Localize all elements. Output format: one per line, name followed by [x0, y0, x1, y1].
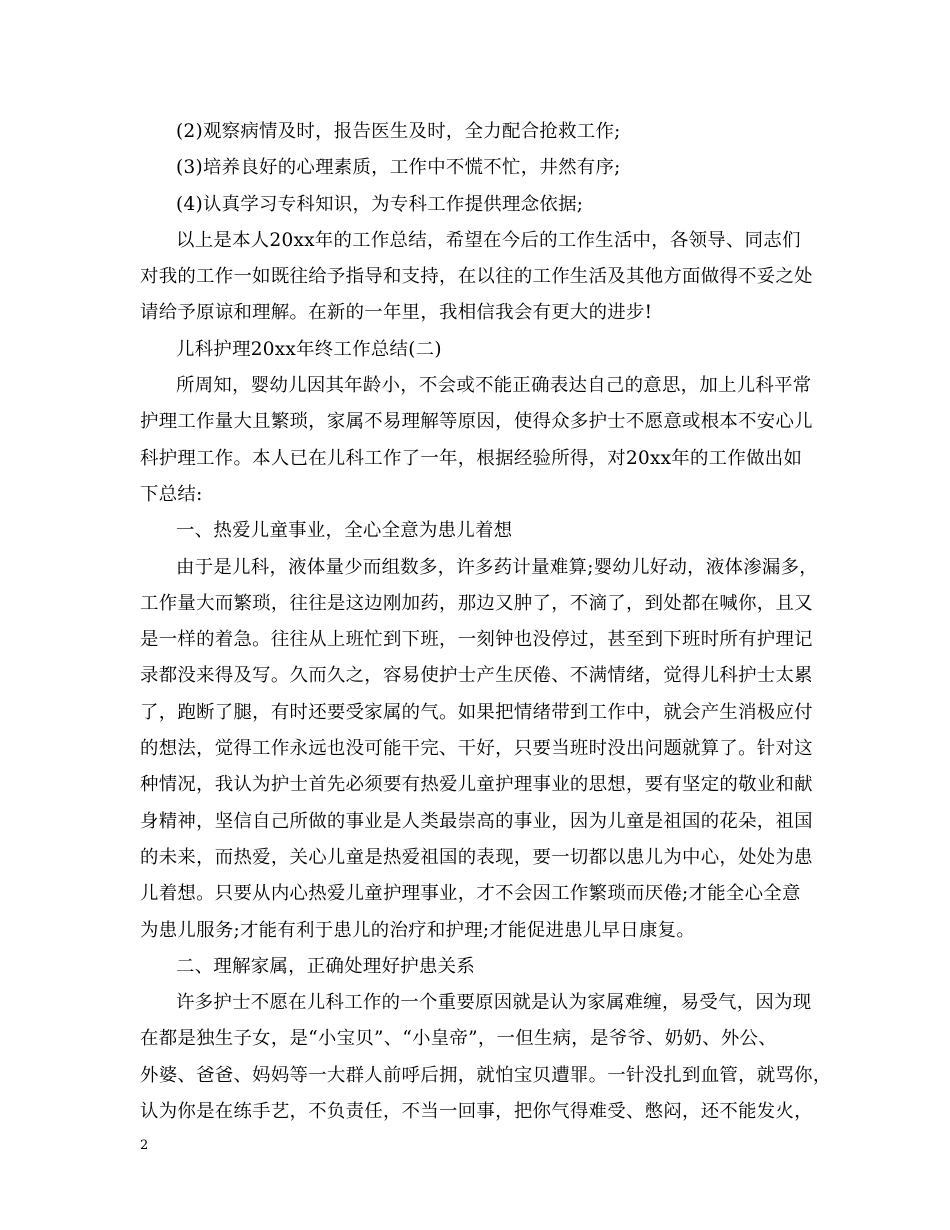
text-line: 以上是本人20xx年的工作总结，希望在今后的工作生活中，各领导、同志们: [176, 229, 801, 251]
text-line: 工作量大而繁琐，往往是这边刚加药，那边又肿了，不滴了，到处都在喊你，且又: [140, 592, 813, 614]
text-line: (2)观察病情及时，报告医生及时，全力配合抢救工作;: [176, 121, 621, 142]
document-body: [140, 114, 840, 1130]
text-line: 请给予原谅和理解。在新的一年里，我相信我会有更大的进步!: [140, 302, 653, 324]
text-line: 外婆、爸爸、妈妈等一大群人前呼后拥，就怕宝贝遭罪。一针没扎到血管，就骂你，: [140, 1064, 832, 1086]
text-line: 二、理解家属，正确处理好护患关系: [176, 955, 476, 977]
text-line: 种情况，我认为护士首先必须要有热爱儿童护理事业的思想，要有坚定的敬业和献: [140, 774, 813, 796]
text-line: 录都没来得及写。久而久之，容易使护士产生厌倦、不满情绪，觉得儿科护士太累: [140, 665, 813, 687]
text-line: 的未来，而热爱，关心儿童是热爱祖国的表现，要一切都以患儿为中心，处处为患: [140, 846, 813, 868]
text-line: 认为你是在练手艺，不负责任，不当一回事，把你气得难受、憋闷，还不能发火，: [140, 1101, 813, 1123]
text-line: 对我的工作一如既往给予指导和支持，在以往的工作生活及其他方面做得不妥之处: [140, 266, 813, 288]
text-line: 许多护士不愿在儿科工作的一个重要原因就是认为家属难缠，易受气，因为现: [176, 992, 812, 1014]
text-line: 护理工作量大且繁琐，家属不易理解等原因，使得众多护士不愿意或根本不安心儿: [140, 411, 813, 433]
text-line: 儿着想。只要从内心热爱儿童护理事业，才不会因工作繁琐而厌倦;才能全心全意: [140, 883, 801, 905]
text-line: 了，跑断了腿，有时还要受家属的气。如果把情绪带到工作中，就会产生消极应付: [140, 701, 813, 723]
text-line: 一、热爱儿童事业，全心全意为患儿着想: [176, 520, 513, 542]
text-line: 科护理工作。本人已在儿科工作了一年，根据经验所得，对20xx年的工作做出如: [140, 447, 803, 469]
text-line: 儿科护理20xx年终工作总结(二): [176, 338, 442, 360]
text-line: 下总结:: [140, 483, 203, 505]
text-line: 由于是儿科，液体量少而组数多，许多药计量难算;婴幼儿好动，液体渗漏多，: [176, 556, 818, 578]
text-line: 所周知，婴幼儿因其年龄小，不会或不能正确表达自己的意思，加上儿科平常: [176, 375, 812, 397]
text-line: (3)培养良好的心理素质，工作中不慌不忙，井然有序;: [176, 157, 621, 179]
text-line: (4)认真学习专科知识，为专科工作提供理念依据;: [176, 193, 584, 215]
text-line: 在都是独生子女，是“小宝贝”、“小皇帝”，一但生病，是爷爷、奶奶、外公、: [140, 1028, 777, 1050]
text-line: 为患儿服务;才能有利于患儿的治疗和护理;才能促进患儿早日康复。: [140, 919, 696, 941]
text-line: 是一样的着急。往往从上班忙到下班，一刻钟也没停过，甚至到下班时所有护理记: [140, 629, 813, 651]
text-line: 的想法，觉得工作永远也没可能干完、干好，只要当班时没出问题就算了。针对这: [140, 738, 813, 760]
text-block: [140, 114, 840, 1130]
text-line: 身精神，坚信自己所做的事业是人类最崇高的事业，因为儿童是祖国的花朵，祖国: [140, 810, 813, 832]
page-number: 2: [140, 1138, 149, 1153]
